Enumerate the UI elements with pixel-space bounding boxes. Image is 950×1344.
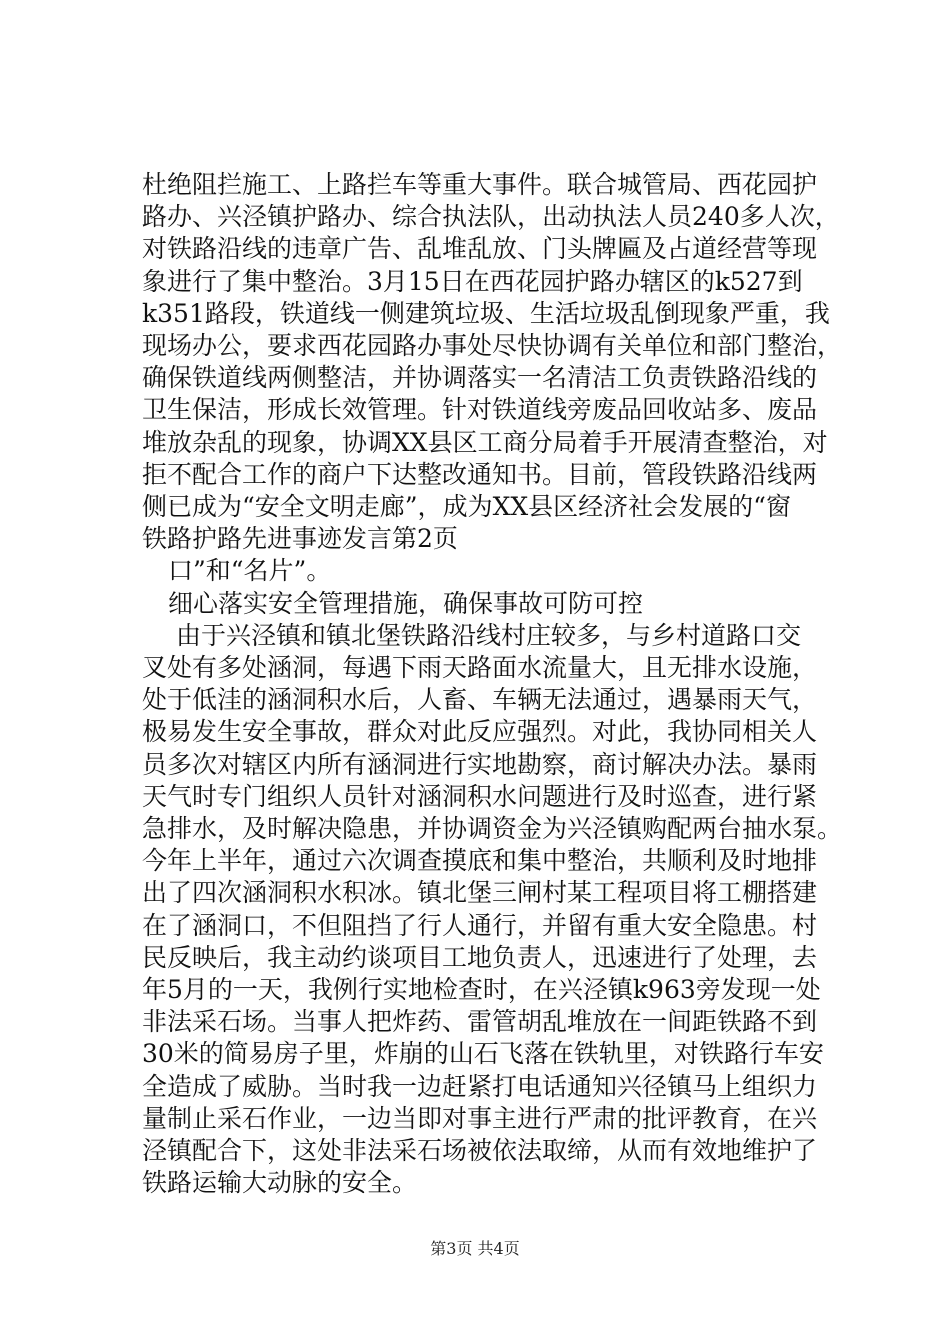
paragraph-line: 全造成了威胁。当时我一边赶紧打电话通知兴径镇马上组织力 [142,1072,818,1101]
section-heading: 细心落实安全管理措施，确保事故可防可控 [168,589,644,618]
paragraph-line: 30米的简易房子里，炸崩的山石飞落在铁轨里，对铁路行车安 [142,1039,824,1068]
paragraph-line: 民反映后，我主动约谈项目工地负责人，迅速进行了处理，去 [142,943,818,972]
paragraph-line: 杜绝阻拦施工、上路拦车等重大事件。联合城管局、西花园护 [142,170,818,199]
paragraph-line: 在了涵洞口，不但阻挡了行人通行，并留有重大安全隐患。村 [142,911,818,940]
paragraph-line: 象进行了集中整治。3月15日在西花园护路办辖区的k527到 [142,267,803,296]
paragraph-line: 拒不配合工作的商户下达整改通知书。目前，管段铁路沿线两 [142,460,818,489]
paragraph-line: 确保铁道线两侧整洁，并协调落实一名清洁工负责铁路沿线的 [142,363,818,392]
paragraph-line: 铁路运输大动脉的安全。 [142,1168,418,1197]
page-footer: 第3页 共4页 [430,1239,520,1258]
paragraph-line: 处于低洼的涵洞积水后，人畜、车辆无法通过，遇暴雨天气， [142,685,818,714]
paragraph-line: 卫生保洁，形成长效管理。针对铁道线旁废品回收站多、废品 [142,395,818,424]
paragraph-line: 出了四次涵洞积水积冰。镇北堡三闸村某工程项目将工棚搭建 [142,878,818,907]
paragraph-line: 堆放杂乱的现象，协调XX县区工商分局着手开展清查整治，对 [142,428,828,457]
paragraph-line: 年5月的一天，我例行实地检查时，在兴泾镇k963旁发现一处 [142,975,821,1004]
paragraph-line: 急排水，及时解决隐患，并协调资金为兴泾镇购配两台抽水泵。 [142,814,843,843]
paragraph-line: 员多次对辖区内所有涵洞进行实地勘察，商讨解决办法。暴雨 [142,750,818,779]
paragraph-line: 量制止采石作业，一边当即对事主进行严肃的批评教育，在兴 [142,1104,818,1133]
running-header-line: 铁路护路先进事迹发言第2页 [142,524,458,553]
paragraph-line: 现场办公，要求西花园路办事处尽快协调有关单位和部门整治， [142,331,843,360]
paragraph-line: 叉处有多处涵洞，每遇下雨天路面水流量大，且无排水设施， [142,653,818,682]
paragraph-line: 泾镇配合下，这处非法采石场被依法取缔，从而有效地维护了 [142,1136,818,1165]
paragraph-line: 极易发生安全事故，群众对此反应强烈。对此，我协同相关人 [142,717,818,746]
paragraph-line: 天气时专门组织人员针对涵洞积水问题进行及时巡查，进行紧 [142,782,818,811]
paragraph-line: 侧已成为“安全文明走廊”，成为XX县区经济社会发展的“窗 [142,492,791,521]
paragraph-line: 口”和“名片”。 [168,556,332,585]
paragraph-line: 今年上半年，通过六次调查摸底和集中整治，共顺利及时地排 [142,846,818,875]
paragraph-line: 路办、兴泾镇护路办、综合执法队，出动执法人员240多人次， [142,202,840,231]
paragraph-line: 由于兴泾镇和镇北堡铁路沿线村庄较多，与乡村道路口交 [176,621,802,650]
paragraph-line: 非法采石场。当事人把炸药、雷管胡乱堆放在一间距铁路不到 [142,1007,818,1036]
paragraph-line: 对铁路沿线的违章广告、乱堆乱放、门头牌匾及占道经营等现 [142,234,818,263]
paragraph-line: k351路段，铁道线一侧建筑垃圾、生活垃圾乱倒现象严重，我 [142,299,830,328]
